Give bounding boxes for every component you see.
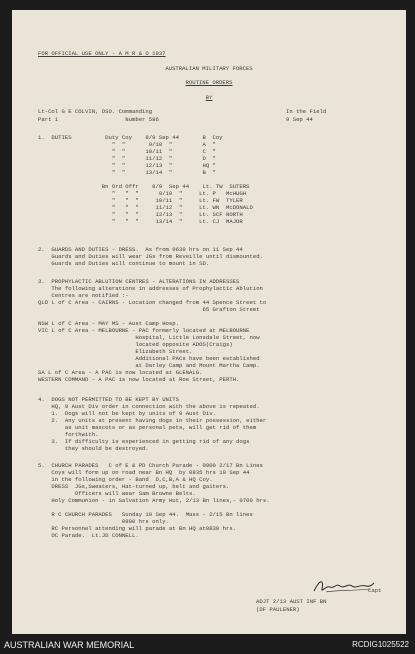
duties-line: " " 11/12 " D " [38, 155, 216, 162]
guards-section [38, 246, 263, 267]
org-heading: AUSTRALIAN MILITARY FORCES [165, 65, 253, 72]
church-line: R C CHURCH PARADES Sunday 10 Sep 44. Mass - 2/15 Bn lines [38, 511, 253, 518]
prophylactic-line: WESTERN COMMAND - A PAC is now located at Roe Street, PERTH. [38, 376, 240, 383]
duties-line: 1. DUTIES Duty Coy 8/9 Sep 44 B Coy [38, 134, 223, 141]
guards-line: 2. GUARDS AND DUTIES - DRESS. As from 0630 hrs on 11 Sep 44 [38, 246, 243, 253]
dogs-line: 3. If difficulty is experienced in getting rid of any dogs [38, 438, 250, 445]
dogs-section [38, 396, 266, 452]
dogs-line: they should be destroyed. [38, 445, 149, 452]
church-line [38, 504, 270, 511]
dogs-line: HQ, 9 Aust Div order in connection with the above is repeated. [38, 403, 260, 410]
prophylactic-line: Elizabeth Street. [38, 348, 193, 355]
prophylactic-line: located opposite ADOS(Craigs) [38, 341, 233, 348]
church-line: Coys will form up on road near Bn HQ by 0835 hrs 10 Sep 44 [38, 469, 250, 476]
prophylactic-line: NSW L of C Area - MAY MS - Aust Camp Hosp. [38, 320, 179, 327]
handwritten-signature [312, 577, 376, 597]
duties-line [38, 176, 253, 183]
dogs-line: 2. Any units at present having dogs in their possession, either [38, 417, 267, 424]
field-location: In the Field [286, 108, 327, 115]
prophylactic-line: Centres are notified :- [38, 292, 129, 299]
church-line: Holy Communion - in Salvation Army Hut, 2/13 Bn lines,- 0700 hrs. [38, 497, 270, 504]
signature-rank: Capt [368, 587, 382, 594]
signature-title: ADJT 2/13 AUST INF BN [256, 598, 327, 605]
duties-line: " " " 11/12 " Lt. WN McDONALD [38, 204, 253, 211]
document-page [12, 10, 406, 634]
part-number-line: Part 1 Number 586 [38, 116, 159, 123]
duties-line: " " 9/10 " A " [38, 141, 216, 148]
prophylactic-line: Hospital, Little Lonsdale Street, now [38, 334, 260, 341]
church-line: DRESS JGs,Sweaters, Hat-turned up, belt and gaiters. [38, 483, 230, 490]
prophylactic-line: The following alterations in addresses of Prophylactic Ablution [38, 285, 263, 292]
prophylactic-line: at Darley Camp and Mount Martha Camp. [38, 362, 260, 369]
archive-name: AUSTRALIAN WAR MEMORIAL [4, 640, 135, 650]
prophylactic-line: 3. PROPHYLACTIC ABLUTION CENTRES - ALTERATIONS IN ADDRESSES [38, 278, 240, 285]
duties-line: " " 13/14 " B " [38, 169, 216, 176]
dogs-line: 4. DOGS NOT PERMITTED TO BE KEPT BY UNITS [38, 396, 179, 403]
commander-line: Lt-Col G E COLVIN, DSO. Commanding [38, 108, 153, 115]
prophylactic-line: QLD L of C Area - CAIRNS - Location changed from 44 Spence Street to [38, 299, 267, 306]
prophylactic-line: VIC L of C Area - MELBOURNE - PAC formerly located at MELBOURNE [38, 327, 250, 334]
archive-footer [0, 636, 415, 654]
church-line: 5. CHURCH PARADES C of E & PD Church Parade - 0900 2/17 Bn Lines [38, 462, 263, 469]
prophylactic-line [38, 313, 266, 320]
church-line: in the following order - Band D,C,B,A & HQ Coy. [38, 476, 213, 483]
duties-line: " " " 12/13 " Lt. SCF NORTH [38, 211, 243, 218]
prophylactic-line: SA L of C Area - A PAC is now located at GLENALG. [38, 369, 203, 376]
prophylactic-line: Additional PACs have been established [38, 355, 260, 362]
church-section [38, 462, 270, 539]
by-line: BY [205, 94, 213, 101]
dogs-line: forthwith. [38, 431, 99, 438]
church-line: 0900 hrs only. [38, 518, 169, 525]
prophylactic-section [38, 278, 266, 383]
classification-line: FOR OFFICIAL USE ONLY - A M R & O 1937 [38, 50, 166, 57]
archive-reference: RCDIG1025522 [352, 640, 409, 649]
order-date: 9 Sep 44 [286, 116, 313, 123]
dogs-line: as unit mascots or as personal pets, will get rid of them [38, 424, 257, 431]
duties-section [38, 134, 253, 225]
dogs-line: 1. Dogs will not be kept by units of 9 Aust Div. [38, 410, 216, 417]
duties-line: " " 10/11 " C " [38, 148, 216, 155]
duties-line: " " " 13/14 " Lt. CJ MAJOR [38, 218, 243, 225]
document-title: ROUTINE ORDERS [185, 79, 233, 86]
duties-line: " " " 10/11 " Lt. FW TYLER [38, 197, 243, 204]
church-line: RC Personnel attending will parade at Bn HQ at0830 hrs. [38, 525, 237, 532]
guards-line: Guards and Duties will continue to mount in SD. [38, 260, 210, 267]
prophylactic-line: 65 Grafton Street [38, 306, 260, 313]
church-line: Officers will wear Sam Browne Belts. [38, 490, 196, 497]
duties-line: Bn Ord Offr 8/9 Sep 44 Lt. TW SUTERS [38, 183, 250, 190]
duties-line: " " " 9/10 " Lt. P McHUGH [38, 190, 247, 197]
duties-line: " " 12/13 " HQ " [38, 162, 216, 169]
church-line: OC Parade. Lt.JD CONNELL. [38, 532, 139, 539]
guards-line: Guards and Duties will wear JGs from Reveille until dismounted. [38, 253, 263, 260]
signature-name: (DF PAULENER) [256, 606, 300, 613]
